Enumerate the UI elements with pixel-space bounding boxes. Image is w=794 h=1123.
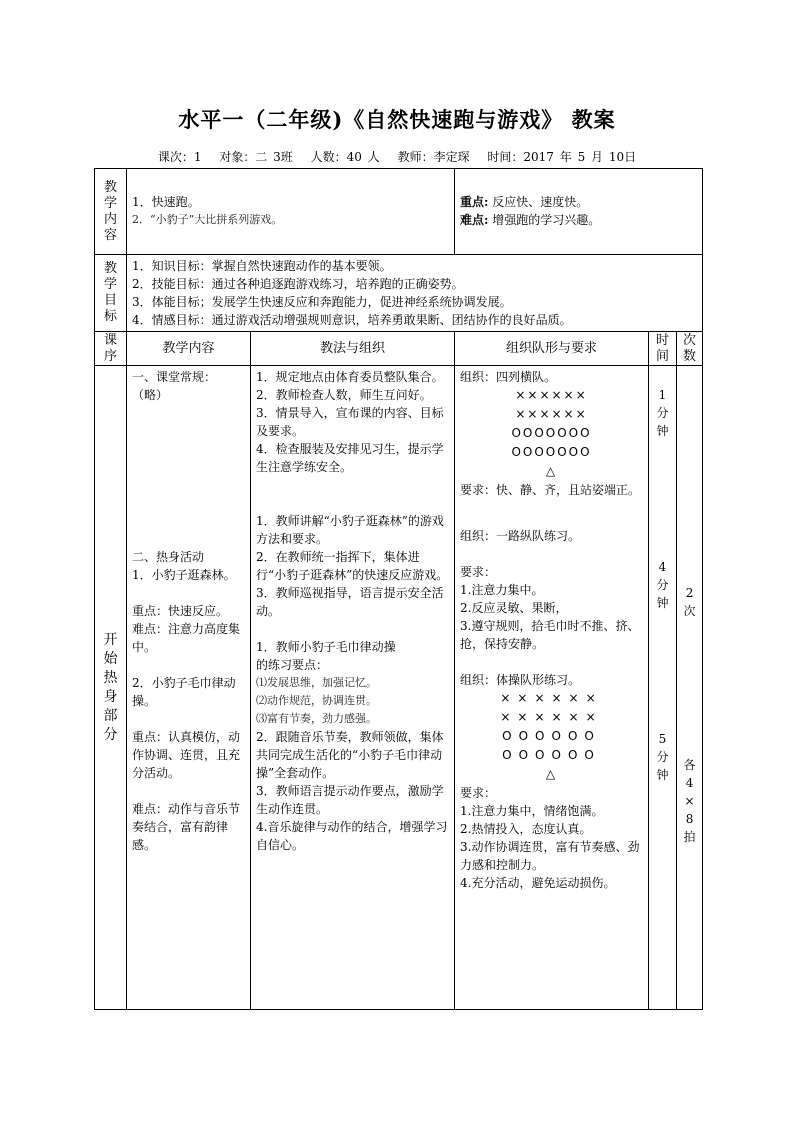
formation-label: 组织：四列横队。 — [460, 370, 557, 384]
reps-block2: 2 次 — [683, 586, 696, 618]
requirement-item: 3.遵守规则，拾毛巾时不推、挤、抢，保持安静。 — [460, 619, 640, 651]
goal-item: 3．体能目标；发展学生快速反应和奔跑能力，促进神经系统协调发展。 — [132, 295, 512, 309]
formation-row-crosses: ×××××× — [515, 388, 588, 402]
target-class: 对象：二 3班 — [219, 150, 293, 164]
requirement-title: 要求： — [460, 786, 497, 800]
student-count: 人数：40 人 — [310, 150, 380, 164]
difficult-point-text: 增强跑的学习兴趣。 — [492, 213, 601, 227]
formation-row-crosses: ×××××× — [500, 691, 603, 705]
lesson-number: 课次：1 — [157, 150, 202, 164]
reps-block3: 各 4 × 8 拍 — [683, 758, 696, 844]
key-point-label: 重点: — [460, 195, 489, 209]
method-item: 4．检查服装及安排见习生，提示学生注意学练安全。 — [256, 442, 444, 474]
warmup-game: 1．小豹子逛森林。 — [132, 568, 236, 582]
method-item: 1．规定地点由体育委员整队集合。 — [256, 370, 444, 384]
lesson-date: 时间：2017 年 5 月 10日 — [487, 150, 637, 164]
table-header-row — [95, 332, 703, 366]
header-order: 课 序 — [95, 332, 127, 366]
warmup-row — [95, 366, 703, 1010]
content-label: 教 学 内 容 — [95, 169, 127, 255]
goals-label: 教 学 目 标 — [95, 255, 127, 332]
requirement-title: 要求： — [460, 565, 497, 579]
phase-label: 开 始 热 身 部 分 — [95, 366, 127, 1010]
formation-row-crosses: ×××××× — [500, 710, 603, 724]
requirement-item: 4.充分活动，避免运动损伤。 — [460, 876, 616, 890]
requirement-item: 1.注意力集中，情绪饱满。 — [460, 804, 604, 818]
content-items — [127, 169, 455, 255]
method-item: 3．情景导入，宣布课的内容、目标及要求。 — [256, 406, 444, 438]
content-column — [127, 366, 251, 1010]
towel-key: 重点：认真模仿，动作协调、连贯，且充分活动。 — [132, 730, 241, 780]
goal-item: 2．技能目标：通过各种追逐跑游戏练习，培养跑的正确姿势。 — [132, 277, 464, 291]
towel-difficult: 难点：动作与音乐节奏结合，富有韵律感。 — [132, 802, 241, 852]
formation-row-circles: OOOOOO — [502, 748, 601, 762]
method-point: ⑶富有节奏，劲力感强。 — [256, 712, 377, 725]
method-item: 4.音乐旋律与动作的结合，增强学习自信心。 — [256, 820, 448, 852]
content-item: 2．“小豹子”大比拼系列游戏。 — [132, 213, 283, 226]
teacher-triangle: △ — [545, 767, 558, 781]
goal-item: 4．情感目标：通过游戏活动增强规则意识，培养勇敢果断、团结协作的良好品质。 — [132, 313, 572, 327]
requirement-item: 2.反应灵敏、果断， — [460, 601, 568, 615]
header-content: 教学内容 — [127, 332, 251, 366]
reps-column — [677, 366, 703, 1010]
formation-row-circles: OOOOOO — [502, 729, 601, 743]
content-row — [95, 169, 703, 255]
key-difficult-points — [455, 169, 703, 255]
method-item: 1．教师讲解“小豹子逛森林”的游戏方法和要求。 — [256, 514, 444, 546]
warmup-difficult: 难点：注意力高度集中。 — [132, 622, 241, 654]
time-block2: 4 分 钟 — [656, 560, 669, 610]
lesson-meta — [0, 148, 794, 165]
method-point: ⑴发展思维，加强记忆。 — [256, 676, 377, 689]
routine-note: （略） — [132, 388, 169, 402]
lesson-plan-table — [94, 168, 703, 1010]
method-item: 3．教师语言提示动作要点，激励学生动作连贯。 — [256, 784, 444, 816]
method-item: 2．教师检查人数，师生互问好。 — [256, 388, 432, 402]
routine-title: 一、课堂常规： — [132, 370, 217, 384]
content-item: 1．快速跑。 — [132, 195, 200, 209]
warmup-title: 二、热身活动 — [132, 550, 205, 564]
difficult-point-label: 难点: — [460, 213, 489, 227]
requirement-item: 3.动作协调连贯，富有节奏感、劲力感和控制力。 — [460, 840, 640, 872]
formation-row-circles: OOOOOOO — [511, 445, 592, 459]
key-point-text: 反应快、速度快。 — [492, 195, 589, 209]
time-column — [649, 366, 677, 1010]
goals-row — [95, 255, 703, 332]
goals-items — [127, 255, 703, 332]
method-item: 3．教师巡视指导，语言提示安全活动。 — [256, 586, 444, 618]
formation-label: 组织：体操队形练习。 — [460, 673, 581, 687]
method-item: 2．跟随音乐节奏，教师领做，集体共同完成生活化的“小豹子毛巾律动操”全套动作。 — [256, 730, 444, 780]
requirement-item: 2.热情投入，态度认真。 — [460, 822, 592, 836]
formation-row-circles: OOOOOOO — [511, 426, 592, 440]
header-time: 时 间 — [649, 332, 677, 366]
page-title: 水平一（二年级)《自然快速跑与游戏》 教案 — [178, 107, 616, 132]
formation-requirement: 要求：快、静、齐，且站姿端正。 — [460, 483, 641, 497]
method-point: ⑵动作规范，协调连贯。 — [256, 694, 377, 707]
towel-exercise-title: 2．小豹子毛巾律动操。 — [132, 676, 236, 708]
formation-row-crosses: ×××××× — [515, 407, 588, 421]
teacher-name: 教师：李定琛 — [397, 150, 470, 164]
formation-column — [455, 366, 649, 1010]
method-column — [251, 366, 455, 1010]
time-block1: 1 分 钟 — [656, 388, 669, 438]
warmup-key: 重点：快速反应。 — [132, 604, 229, 618]
header-reps: 次 数 — [677, 332, 703, 366]
header-formation: 组织队形与要求 — [455, 332, 649, 366]
requirement-item: 1.注意力集中。 — [460, 583, 544, 597]
method-item: 的练习要点： — [256, 658, 329, 672]
teacher-triangle: △ — [545, 464, 558, 478]
method-item: 2．在教师统一指挥下，集体进行“小豹子逛森林”的快速反应游戏。 — [256, 550, 449, 582]
goal-item: 1．知识目标：掌握自然快速跑动作的基本要领。 — [132, 259, 392, 273]
header-method: 教法与组织 — [251, 332, 455, 366]
formation-label: 组织：一路纵队练习。 — [460, 529, 581, 543]
method-item: 1．教师小豹子毛巾律动操 — [256, 640, 396, 654]
time-block3: 5 分 钟 — [656, 732, 669, 782]
